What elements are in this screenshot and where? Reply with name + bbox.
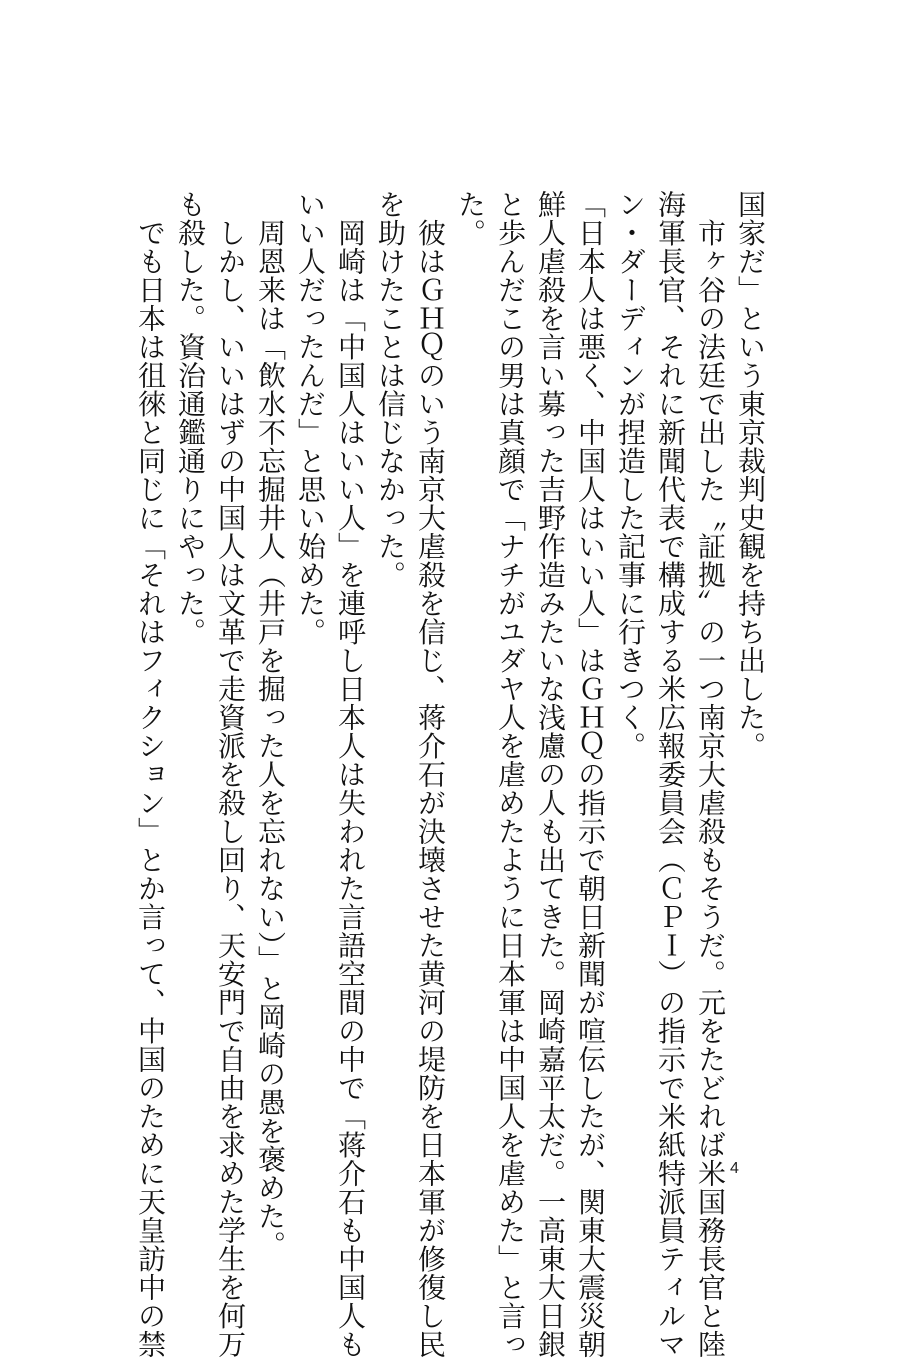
- text-line: を助けたことは信じなかった。: [374, 190, 407, 589]
- text-line: しかし、いいはずの中国人は文革で走資派を殺し回り、天安門で自由を求めた学生を何万: [214, 190, 247, 1359]
- text-line: 鮮人虐殺を言い募った吉野作造みたいな浅慮の人も出てきた。岡崎嘉平太だ。一高東大日銀: [534, 190, 567, 1359]
- text-line: ン・ダーディンが捏造した記事に行きつく。: [614, 190, 647, 760]
- page-number: 4: [730, 1160, 739, 1177]
- text-line: 海軍長官、それに新聞代表で構成する米広報委員会（ＣＰＩ）の指示で米紙特派員ティルマ: [654, 190, 687, 1359]
- text-line: も殺した。資治通鑑通りにやった。: [174, 190, 207, 646]
- text-line: 周恩来は「飲水不忘掘井人（井戸を掘った人を忘れない）」と岡崎の愚を褒めた。: [254, 190, 287, 1259]
- vertical-text-block: [134, 190, 770, 1359]
- text-line: 国家だ」という東京裁判史観を持ち出した。: [734, 190, 767, 760]
- text-line: 市ヶ谷の法廷で出した〝証拠〟の一つ南京大虐殺もそうだ。元をたどれば米国務長官と陸: [694, 190, 727, 1359]
- text-line: いい人だったんだ」と思い始めた。: [294, 190, 327, 646]
- text-line: 「日本人は悪く、中国人はいい人」はＧＨＱの指示で朝日新聞が喧伝したが、関東大震災朝: [574, 190, 607, 1359]
- text-line: 岡崎は「中国人はいい人」を連呼し日本人は失われた言語空間の中で「蒋介石も中国人も: [334, 190, 367, 1359]
- text-line: 彼はＧＨＱのいう南京大虐殺を信じ、蒋介石が決壊させた黄河の堤防を日本軍が修復し民: [414, 190, 447, 1359]
- text-line: た。: [454, 190, 487, 247]
- text-line: と歩んだこの男は真顔で「ナチがユダヤ人を虐めたように日本軍は中国人を虐めた」と言っ: [494, 190, 527, 1359]
- text-line: でも日本は徂徠と同じに「それはフィクション」とか言って、中国のために天皇訪中の禁: [134, 190, 167, 1359]
